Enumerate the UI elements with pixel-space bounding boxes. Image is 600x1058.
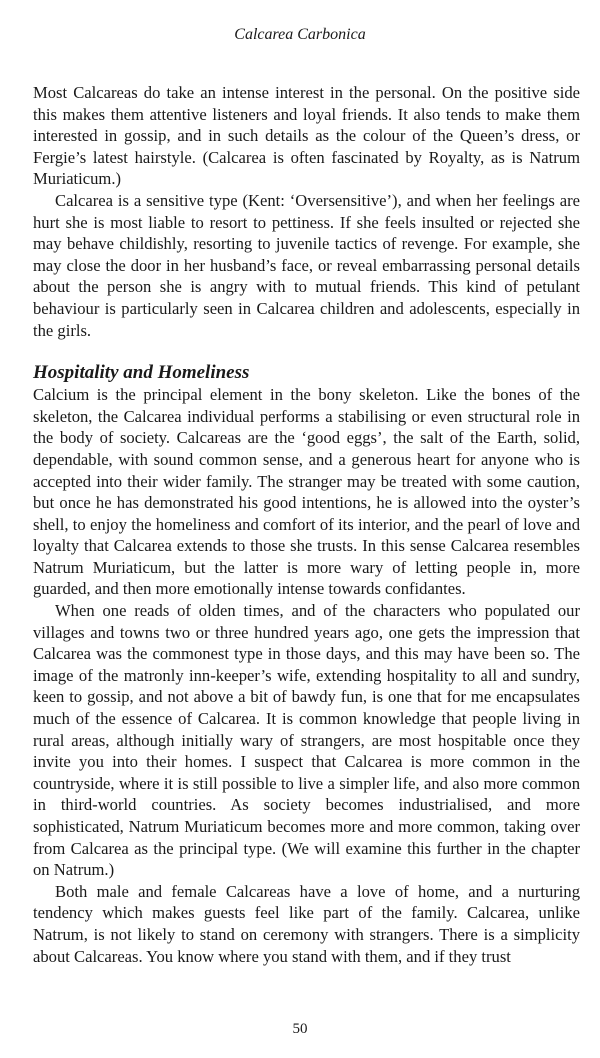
section-heading: Hospitality and Homeliness [33, 362, 250, 384]
body-paragraph: Both male and female Calcareas have a love of home, and a nurturing tendency which makes guests feel like part of the family. Calcarea, unlike Natrum, is not likely to stand on ceremony with strangers. There is a simplicity about Calcareas. You know where you stand with them, and if they trust [33, 881, 580, 966]
body-paragraph: Calcium is the principal element in the bony skeleton. Like the bones of the skeleton, the Calcarea individual performs a stabilising or even structural role in the body of society. Calcareas are the ‘good eggs’, the salt of the Earth, solid, dependable, with sound common sense, and a generous heart for anyone who is accepted into their wider family. The stranger may be treated with some caution, but once he has demonstrated his good intentions, he is allowed into the oyster’s shell, to enjoy the homeliness and comfort of its interior, and the pearl of love and loyalty that Calcarea extends to those she trusts. In this sense Calcarea resembles Natrum Muriaticum, but the latter is more wary of letting people in, more guarded, and then more emotionally intense towards confidantes. [33, 385, 580, 599]
page-body [33, 82, 580, 967]
body-paragraph: Calcarea is a sensitive type (Kent: ‘Oversensitive’), and when her feelings are hurt she is most liable to resort to pettiness. If she feels insulted or rejected she may behave childishly, resorting to juvenile tactics of revenge. For example, she may close the door in her husband’s face, or reveal embarrassing personal details about the person she is angry with to mutual friends. This kind of petulant behaviour is particularly seen in Calcarea children and adolescents, especially in the girls. [33, 190, 580, 340]
body-paragraph: Most Calcareas do take an intense interest in the personal. On the positive side this makes them attentive listeners and loyal friends. It also tends to make them interested in gossip, and in such details as the colour of the Queen’s dress, or Fergie’s latest hairstyle. (Calcarea is often fascinated by Royalty, as is Natrum Muriaticum.) [33, 83, 580, 189]
page-number: 50 [292, 1021, 308, 1037]
running-title: Calcarea Carbonica [234, 26, 366, 43]
body-paragraph: When one reads of olden times, and of the characters who populated our villages and towns two or three hundred years ago, one gets the impression that Calcarea was the commonest type in those days, and this may have been so. The image of the matronly inn-keeper’s wife, extending hospitality to all and sundry, keen to gossip, and not above a bit of bawdy fun, is one that for me encapsulates much of the essence of Calcarea. It is common knowledge that people living in rural areas, although initially wary of strangers, are most hospitable once they invite you into their homes. I suspect that Calcarea is more common in the countryside, where it is still possible to live a simpler life, and also more common in third-world countries. As society becomes industrialised, and more sophisticated, Natrum Muriaticum becomes more and more common, taking over from Calcarea as the principal type. (We will examine this further in the chapter on Natrum.) [33, 601, 580, 880]
